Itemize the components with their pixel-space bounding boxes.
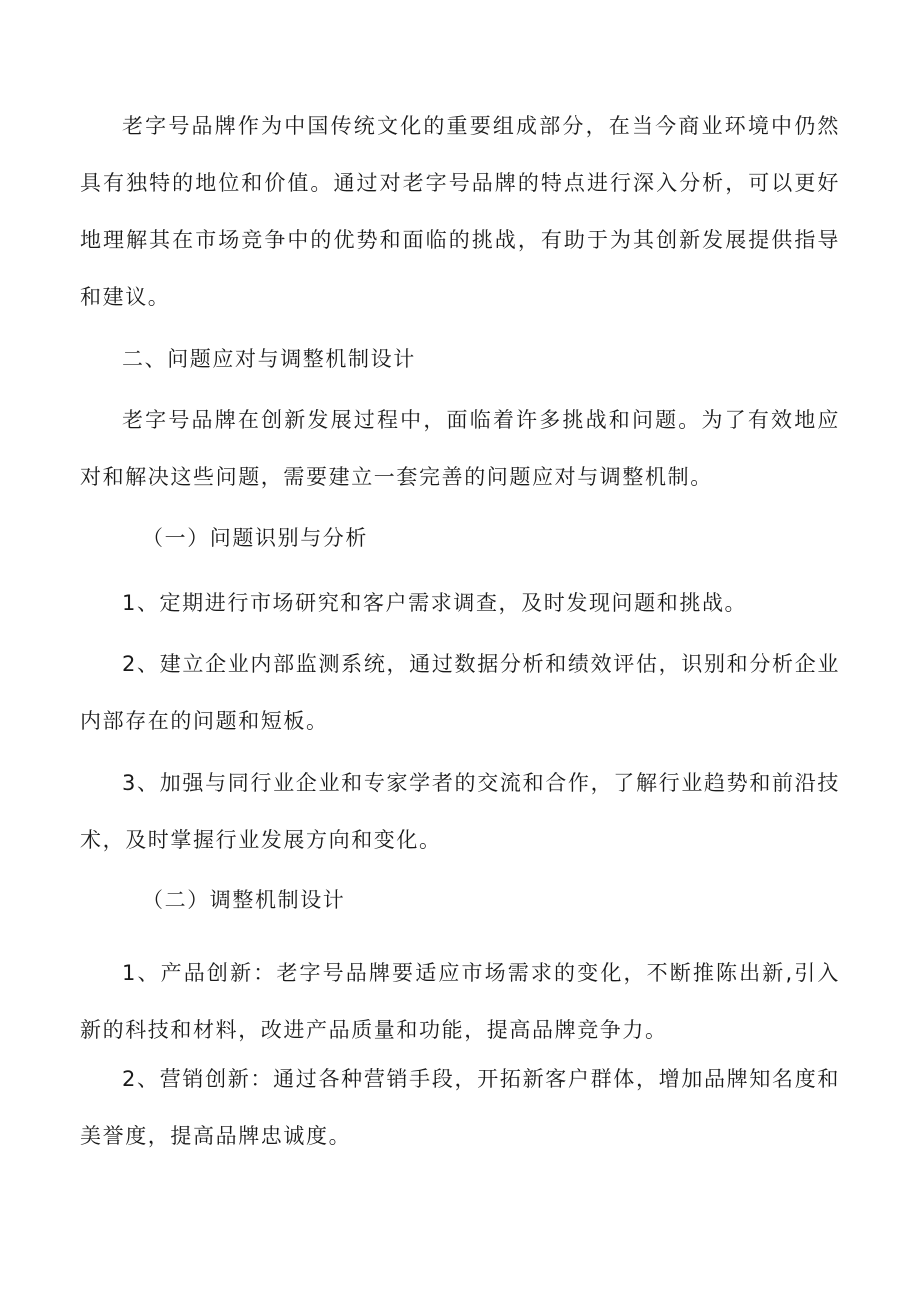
section-heading: 二、问题应对与调整机制设计 <box>122 347 416 371</box>
subsection-2-heading: （二）调整机制设计 <box>142 888 346 912</box>
subsection-1-item-2: 2、建立企业内部监测系统，通过数据分析和绩效评估，识别和分析企业内部存在的问题和短板。 <box>80 652 840 733</box>
subsection-1-heading: （一）问题识别与分析 <box>142 526 368 550</box>
intro-paragraph: 老字号品牌作为中国传统文化的重要组成部分，在当今商业环境中仍然具有独特的地位和价值。通过对老字号品牌的特点进行深入分析，可以更好地理解其在市场竞争中的优势和面临的挑战，有助于为其创新发展提供指导和建议。 <box>80 114 840 309</box>
subsection-2-item-1: 1、产品创新：老字号品牌要适应市场需求的变化，不断推陈出新,引入新的科技和材料，改进产品质量和功能，提高品牌竞争力。 <box>80 961 840 1042</box>
subsection-2-item-2: 2、营销创新：通过各种营销手段，开拓新客户群体，增加品牌知名度和美誉度，提高品牌忠诚度。 <box>80 1067 840 1148</box>
section-intro-paragraph: 老字号品牌在创新发展过程中，面临着许多挑战和问题。为了有效地应对和解决这些问题，需要建立一套完善的问题应对与调整机制。 <box>80 408 840 489</box>
subsection-1-item-3: 3、加强与同行业企业和专家学者的交流和合作，了解行业趋势和前沿技术，及时掌握行业发展方向和变化。 <box>80 771 840 852</box>
subsection-1-item-1: 1、定期进行市场研究和客户需求调查，及时发现问题和挑战。 <box>122 591 748 615</box>
